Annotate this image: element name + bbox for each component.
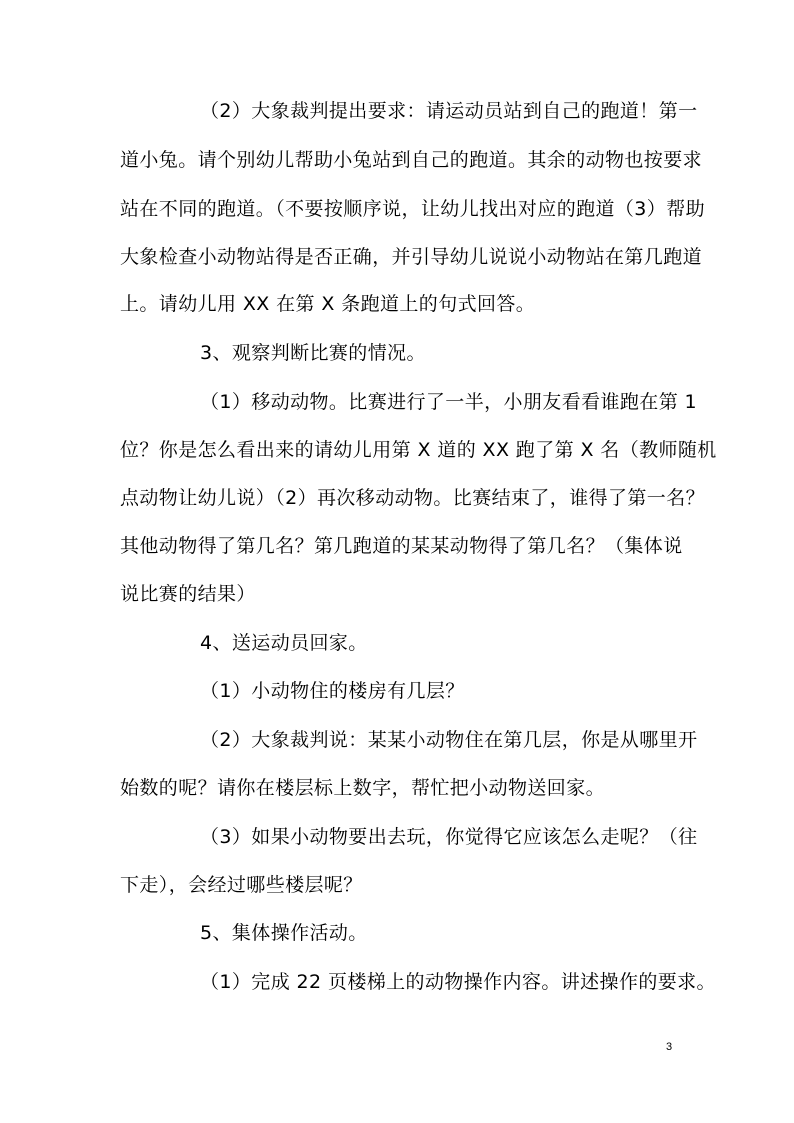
- text-line: 始数的呢？请你在楼层标上数字，帮忙把小动物送回家。: [120, 777, 606, 799]
- text-line: （1）小动物住的楼房有几层？: [200, 680, 465, 702]
- text-line: 大象检查小动物站得是否正确，并引导幼儿说说小动物站在第几跑道: [120, 246, 703, 268]
- text-line: （1）移动动物。比赛进行了一半，小朋友看看谁跑在第 1: [200, 391, 698, 413]
- text-line: 上。请幼儿用 XX 在第 X 条跑道上的句式回答。: [120, 293, 536, 315]
- text-line: 下走），会经过哪些楼层呢？: [120, 874, 363, 896]
- text-line: （1）完成 22 页楼梯上的动物操作内容。讲述操作的要求。: [200, 971, 716, 993]
- text-line: 位？你是怎么看出来的请幼儿用第 X 道的 XX 跑了第 X 名（教师随机: [120, 439, 717, 461]
- section-heading: 5、集体操作活动。: [200, 922, 368, 944]
- text-line: 说比赛的结果）: [120, 583, 256, 605]
- section-heading: 3、观察判断比赛的情况。: [200, 342, 426, 364]
- text-line: 其他动物得了第几名？第几跑道的某某动物得了第几名？（集体说: [120, 535, 683, 557]
- text-line: （2）大象裁判说：某某小动物住在第几层，你是从哪里开: [200, 729, 698, 751]
- section-heading: 4、送运动员回家。: [200, 632, 368, 654]
- text-line: （3）如果小动物要出去玩，你觉得它应该怎么走呢？（往: [200, 826, 698, 848]
- text-line: 点动物让幼儿说）（2）再次移动动物。比赛结束了，谁得了第一名？: [120, 487, 705, 509]
- text-line: 站在不同的跑道。（不要按顺序说，让幼儿找出对应的跑道（3）帮助: [120, 198, 705, 220]
- text-line: （2）大象裁判提出要求：请运动员站到自己的跑道！第一: [200, 100, 698, 122]
- text-line: 道小兔。请个别幼儿帮助小兔站到自己的跑道。其余的动物也按要求: [120, 149, 703, 171]
- page-number: 3: [666, 1041, 673, 1053]
